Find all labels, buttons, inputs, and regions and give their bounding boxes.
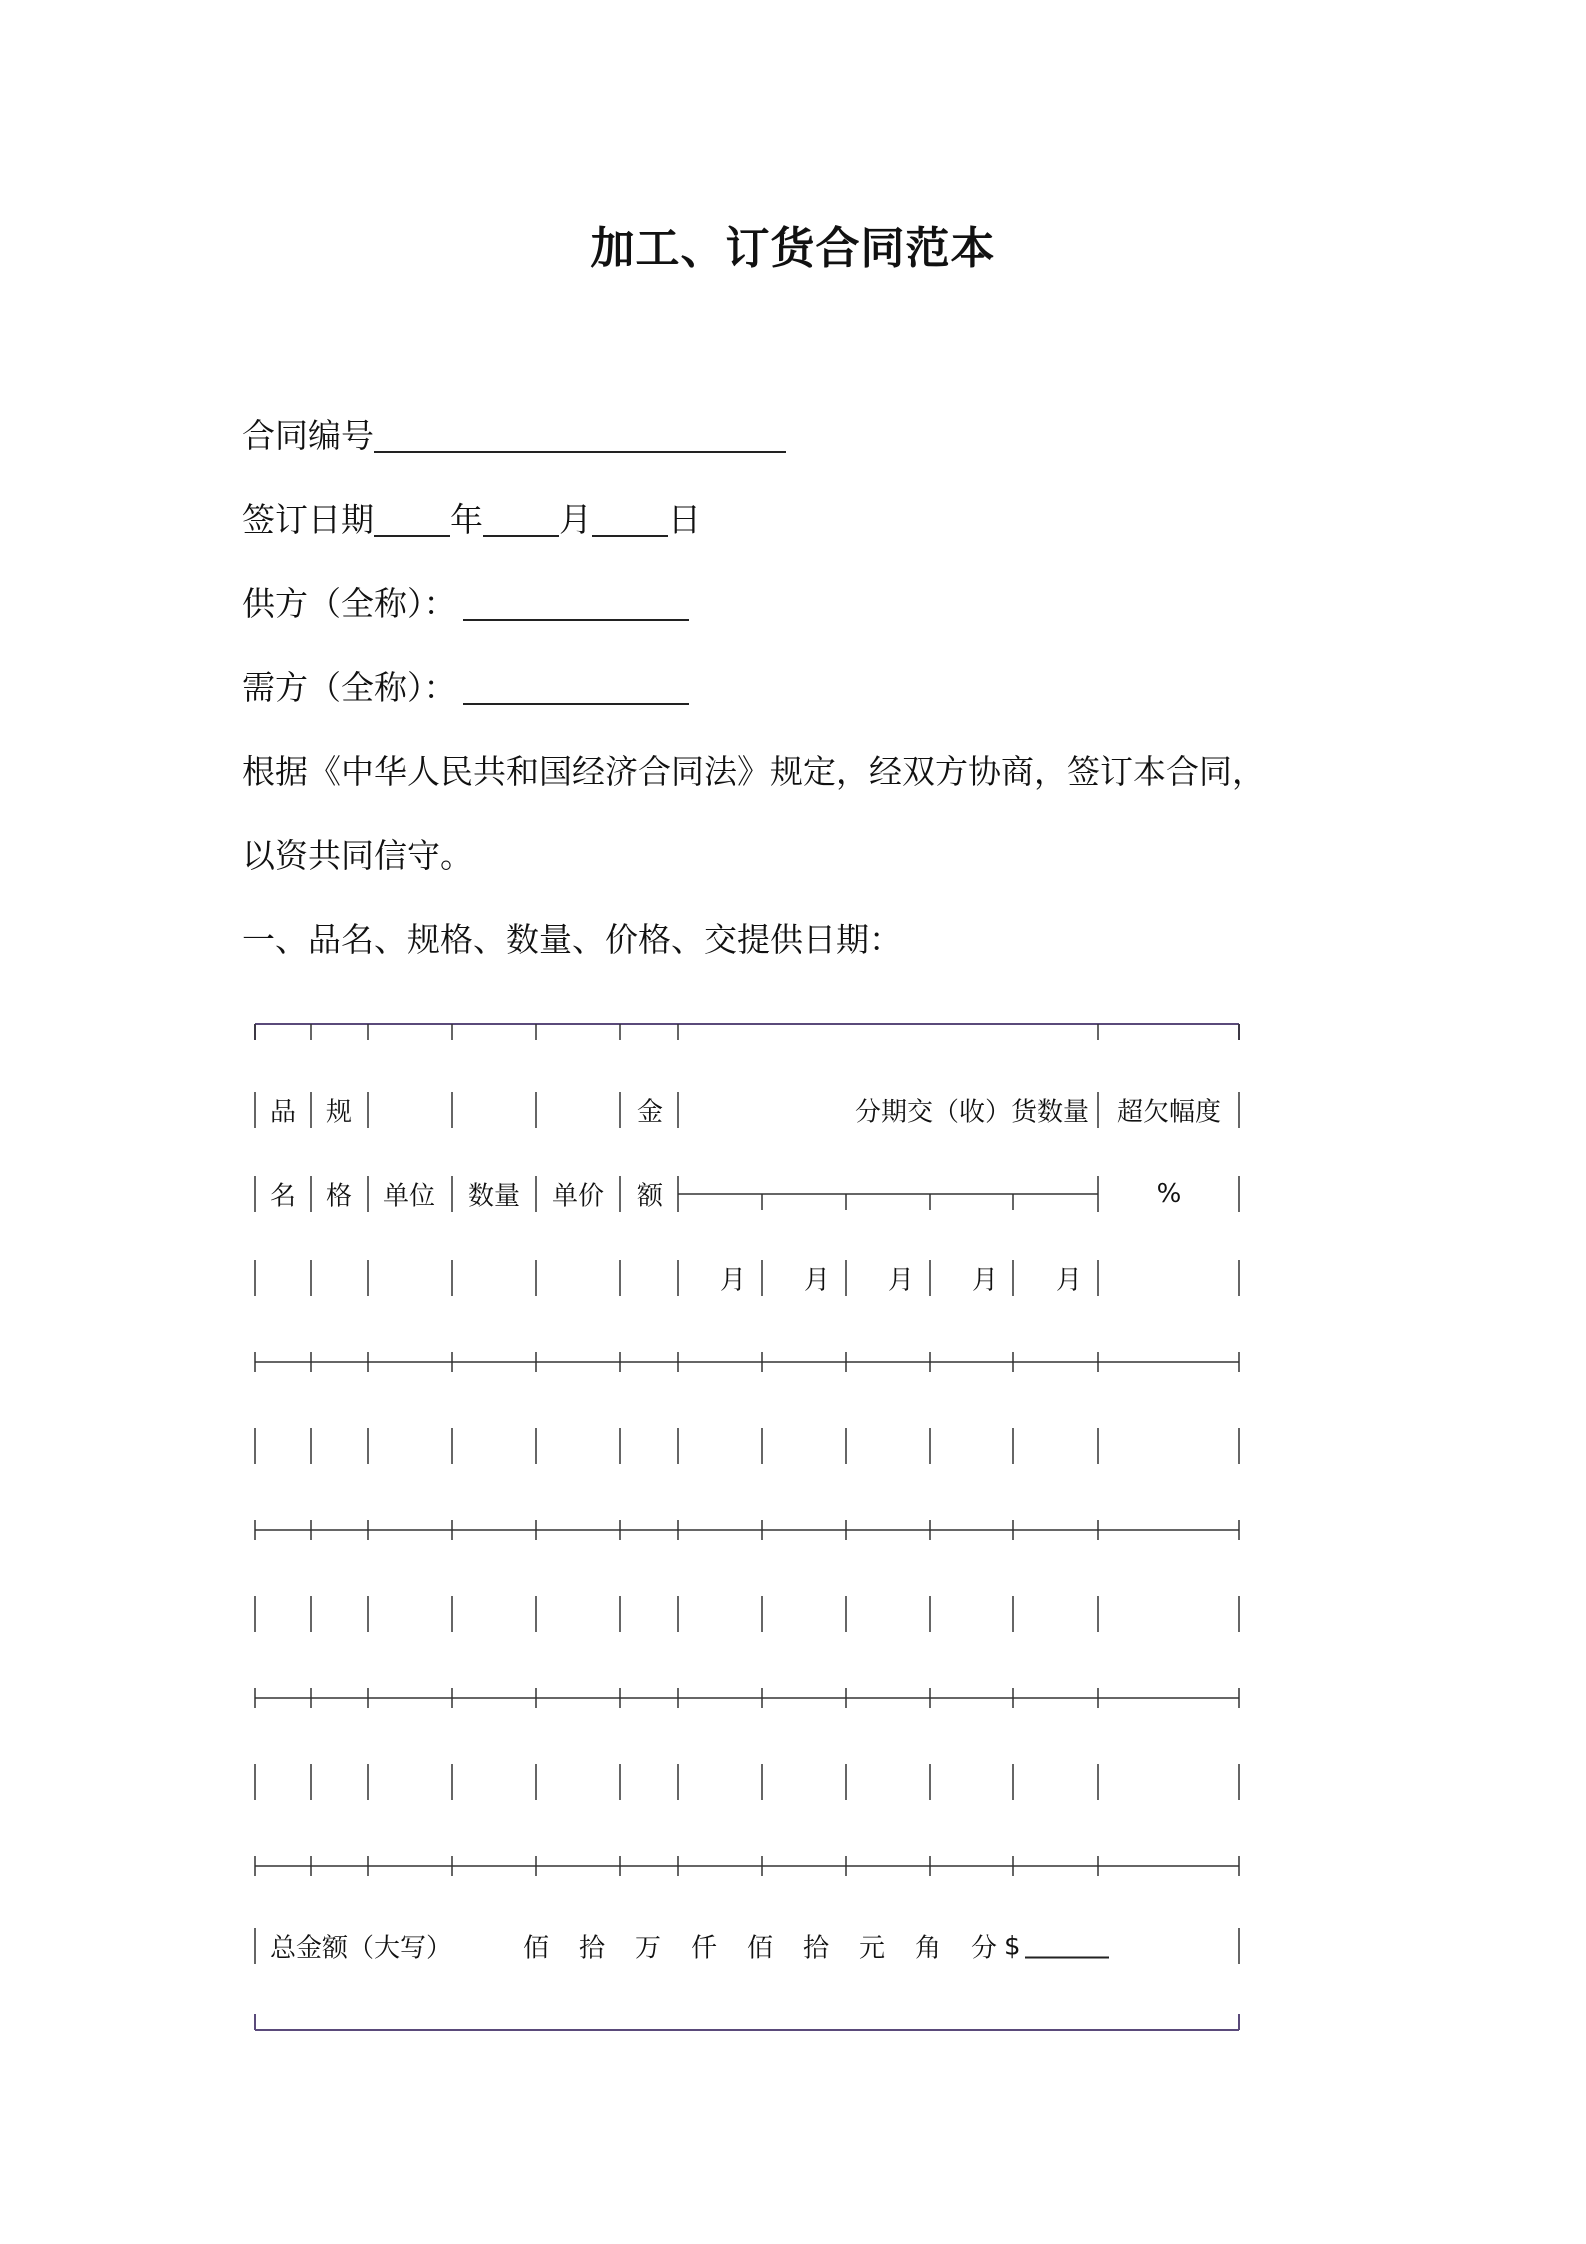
total-unit-shi-2: 拾 xyxy=(802,1933,830,1964)
header-unit: 单位 xyxy=(382,1181,436,1212)
buyer-label: 需方（全称）： xyxy=(242,668,457,707)
month-label-1: 月 xyxy=(719,1265,747,1296)
signing-date-label: 签订日期 xyxy=(242,500,374,539)
header-jin: 金 xyxy=(636,1097,664,1128)
total-unit-yuan: 元 xyxy=(858,1933,886,1964)
header-percent: % xyxy=(1156,1179,1182,1209)
header-delivery-quantity: 分期交（收）货数量 xyxy=(854,1097,1090,1128)
month-label-4: 月 xyxy=(971,1265,999,1296)
header-pin: 品 xyxy=(269,1097,297,1128)
month-label-3: 月 xyxy=(887,1265,915,1296)
supplier-label: 供方（全称）： xyxy=(242,584,457,623)
section-1-heading: 一、品名、规格、数量、价格、交提供日期： xyxy=(242,920,902,959)
total-amount-field[interactable] xyxy=(1025,1931,1109,1959)
intro-line-2: 以资共同信守。 xyxy=(242,836,473,875)
contract-number-label: 合同编号 xyxy=(242,416,374,455)
total-amount-label: 总金额（大写） xyxy=(270,1933,453,1964)
total-unit-bai-2: 佰 xyxy=(746,1933,774,1964)
header-unit-price: 单价 xyxy=(551,1181,605,1212)
total-unit-shi-1: 拾 xyxy=(578,1933,606,1964)
month-label-5: 月 xyxy=(1055,1265,1083,1296)
year-label: 年 xyxy=(450,500,483,539)
currency-symbol: $ xyxy=(1004,1931,1109,1962)
header-variance: 超欠幅度 xyxy=(1116,1097,1222,1128)
header-gui: 规 xyxy=(325,1097,353,1128)
header-ming: 名 xyxy=(269,1181,297,1212)
month-label-2: 月 xyxy=(803,1265,831,1296)
total-unit-bai-1: 佰 xyxy=(522,1933,550,1964)
document-title: 加工、订货合同范本 xyxy=(590,223,996,274)
month-label: 月 xyxy=(559,500,592,539)
total-unit-wan: 万 xyxy=(634,1933,662,1964)
total-unit-fen: 分 xyxy=(970,1933,998,1964)
intro-line-1: 根据《中华人民共和国经济合同法》规定，经双方协商，签订本合同， xyxy=(242,752,1265,791)
total-unit-jiao: 角 xyxy=(914,1933,942,1964)
day-label: 日 xyxy=(668,500,701,539)
header-ge: 格 xyxy=(325,1181,353,1212)
header-e: 额 xyxy=(636,1181,664,1212)
total-unit-qian: 仟 xyxy=(690,1933,718,1964)
header-quantity: 数量 xyxy=(467,1181,521,1212)
